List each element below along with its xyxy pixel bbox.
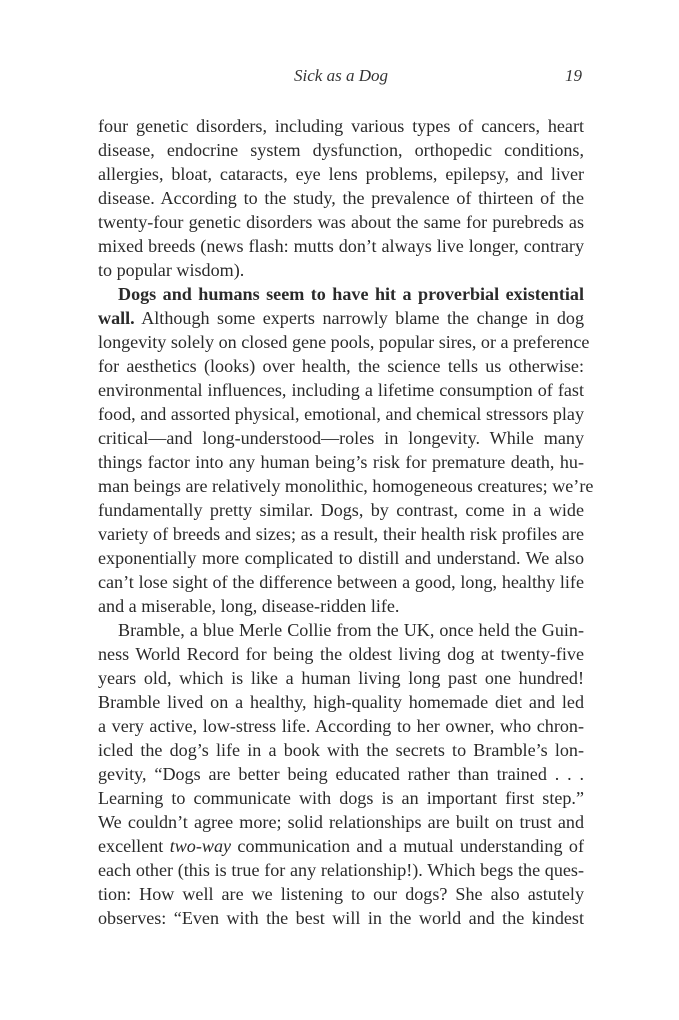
body-text bbox=[98, 114, 594, 930]
text-line: environmental influences, including a lifetime consumption of fast bbox=[98, 380, 584, 400]
text-line: disease, endocrine system dysfunction, orthopedic conditions, bbox=[98, 140, 584, 160]
paragraph-2 bbox=[98, 282, 594, 618]
text-line bbox=[98, 306, 584, 330]
text-line: man beings are relatively monolithic, homogeneous creatures; we’re bbox=[98, 476, 594, 496]
text-line: Bramble, a blue Merle Collie from the UK, once held the Guin- bbox=[118, 620, 584, 640]
text-after-italic: communication and a mutual understanding of bbox=[231, 836, 584, 856]
text-line: tion: How well are we listening to our dogs? She also astutely bbox=[98, 884, 584, 904]
text-line: exponentially more complicated to distill and understand. We also bbox=[98, 548, 584, 568]
text-line: longevity solely on closed gene pools, popular sires, or a preference bbox=[98, 332, 590, 352]
lead-in-text: Dogs and humans seem to have hit a proverbial existential bbox=[118, 284, 584, 304]
text-line: icled the dog’s life in a book with the secrets to Bramble’s lon- bbox=[98, 740, 584, 760]
text-line: a very active, low-stress life. According to her owner, who chron- bbox=[98, 716, 584, 736]
text-line: mixed breeds (news flash: mutts don’t always live longer, contrary bbox=[98, 236, 584, 256]
paragraph-3 bbox=[98, 618, 584, 930]
running-header bbox=[98, 66, 584, 90]
text-line: things factor into any human being’s risk for premature death, hu- bbox=[98, 452, 584, 472]
text-line: can’t lose sight of the difference between a good, long, healthy life bbox=[98, 572, 584, 592]
text-line: Bramble lived on a healthy, high-quality homemade diet and led bbox=[98, 692, 584, 712]
italic-emphasis: two-way bbox=[169, 836, 232, 856]
lead-in-text: wall. bbox=[98, 308, 135, 328]
text-line: We couldn’t agree more; solid relationships are built on trust and bbox=[98, 812, 584, 832]
text-line: four genetic disorders, including various types of cancers, heart bbox=[98, 116, 584, 136]
text-line: ness World Record for being the oldest living dog at twenty-five bbox=[98, 644, 584, 664]
text-line: Learning to communicate with dogs is an important first step.” bbox=[98, 788, 584, 808]
text-before-italic: excellent bbox=[98, 836, 170, 856]
page-number: 19 bbox=[565, 66, 582, 85]
text-line: years old, which is like a human living long past one hundred! bbox=[98, 668, 584, 688]
text-line: gevity, “Dogs are better being educated rather than trained . . . bbox=[98, 764, 584, 784]
text-line: allergies, bloat, cataracts, eye lens problems, epilepsy, and liver bbox=[98, 164, 584, 184]
text-line: critical—and long-understood—roles in longevity. While many bbox=[98, 428, 584, 448]
text-line-rest: Although some experts narrowly blame the change in dog bbox=[134, 308, 584, 328]
running-title: Sick as a Dog bbox=[294, 66, 388, 85]
text-line bbox=[98, 834, 584, 858]
text-line: twenty-four genetic disorders was about the same for purebreds as bbox=[98, 212, 584, 232]
text-line: each other (this is true for any relationship!). Which begs the ques- bbox=[98, 860, 584, 880]
paragraph-1 bbox=[98, 114, 584, 282]
text-line: food, and assorted physical, emotional, and chemical stressors play bbox=[98, 404, 584, 424]
text-line bbox=[98, 282, 584, 306]
text-line: to popular wisdom). bbox=[98, 260, 245, 280]
text-line: variety of breeds and sizes; as a result, their health risk profiles are bbox=[98, 524, 584, 544]
text-line: and a miserable, long, disease-ridden life. bbox=[98, 596, 400, 616]
text-line: fundamentally pretty similar. Dogs, by contrast, come in a wide bbox=[98, 500, 584, 520]
text-line: for aesthetics (looks) over health, the science tells us otherwise: bbox=[98, 356, 584, 376]
text-line: observes: “Even with the best will in the world and the kindest bbox=[98, 908, 584, 928]
text-line: disease. According to the study, the prevalence of thirteen of the bbox=[98, 188, 584, 208]
